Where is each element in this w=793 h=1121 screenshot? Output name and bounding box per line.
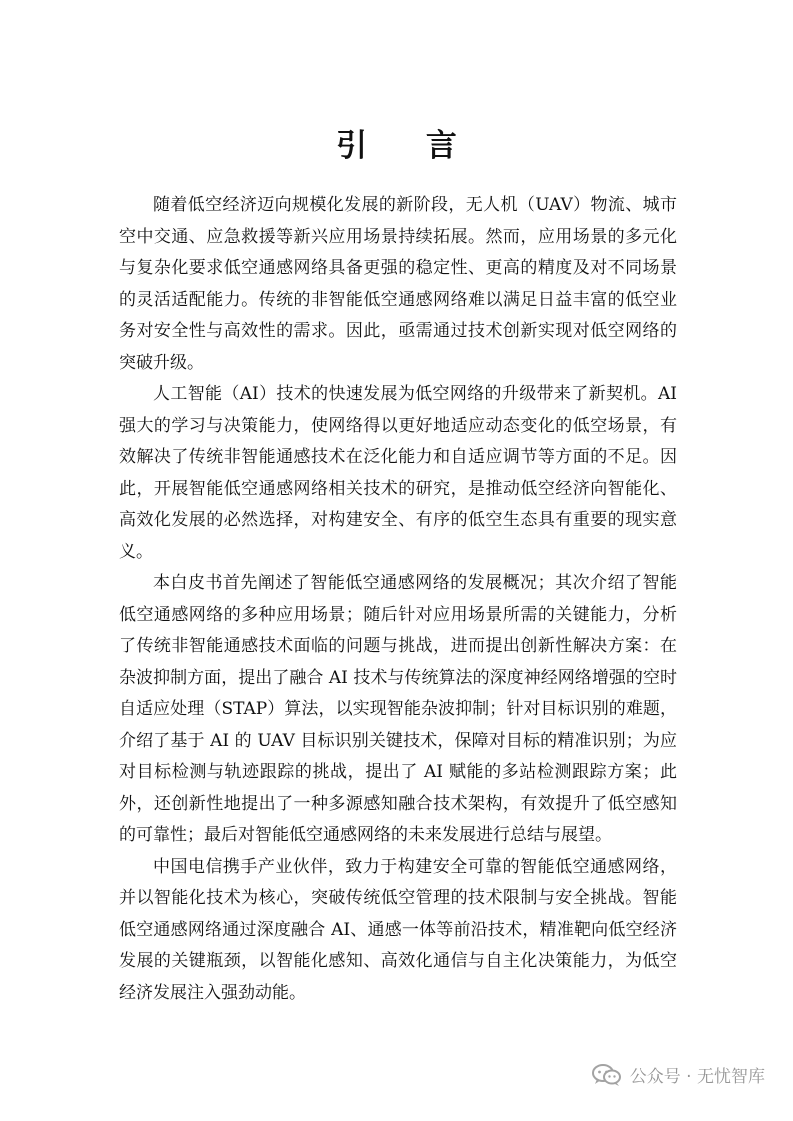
wechat-icon — [592, 1063, 622, 1087]
paragraph-2: 人工智能（AI）技术的快速发展为低空网络的升级带来了新契机。AI 强大的学习与决策能力，使网络得以更好地适应动态变化的低空场景，有效解决了传统非智能通感技术在泛化能力和自适应调节等方面的不足。因此，开展智能低空通感网络相关技术的研究，是推动低空经济向智能化、高效化发展的必然选择，对构建安全、有序的低空生态具有重要的现实意义。 — [119, 384, 677, 562]
paragraph-3: 本白皮书首先阐述了智能低空通感网络的发展概况；其次介绍了智能低空通感网络的多种应用场景；随后针对应用场景所需的关键能力，分析了传统非智能通感技术面临的问题与挑战，进而提出创新性解决方案：在杂波抑制方面，提出了融合 AI 技术与传统算法的深度神经网络增强的空时自适应处理（STAP）算法，以实现智能杂波抑制；针对目标识别的难题，介绍了基于 AI 的 UAV 目标识别关键技术，保障对目标的精准识别；为应对目标检测与轨迹跟踪的挑战，提出了 AI 赋能的多站检测跟踪方案；此外，还创新性地提出了一种多源感知融合技术架构，有效提升了低空感知的可靠性；最后对智能低空通感网络的未来发展进行总结与展望。 — [119, 573, 677, 845]
watermark — [592, 1062, 765, 1087]
paragraph-4: 中国电信携手产业伙伴，致力于构建安全可靠的智能低空通感网络，并以智能化技术为核心，突破传统低空管理的技术限制与安全挑战。智能低空通感网络通过深度融合 AI、通感一体等前沿技术，精准靶向低空经济发展的关键瓶颈，以智能化感知、高效化通信与自主化决策能力，为低空经济发展注入强劲动能。 — [119, 856, 677, 1003]
paragraph-1: 随着低空经济迈向规模化发展的新阶段，无人机（UAV）物流、城市空中交通、应急救援等新兴应用场景持续拓展。然而，应用场景的多元化与复杂化要求低空通感网络具备更强的稳定性、更高的精度及对不同场景的灵活适配能力。传统的非智能低空通感网络难以满足日益丰富的低空业务对安全性与高效性的需求。因此，亟需通过技术创新实现对低空网络的突破升级。 — [119, 195, 677, 373]
page-title: 引 言 — [336, 128, 481, 164]
body-text — [119, 190, 677, 1009]
watermark-text: 公众号 · 无忧智库 — [629, 1067, 765, 1087]
